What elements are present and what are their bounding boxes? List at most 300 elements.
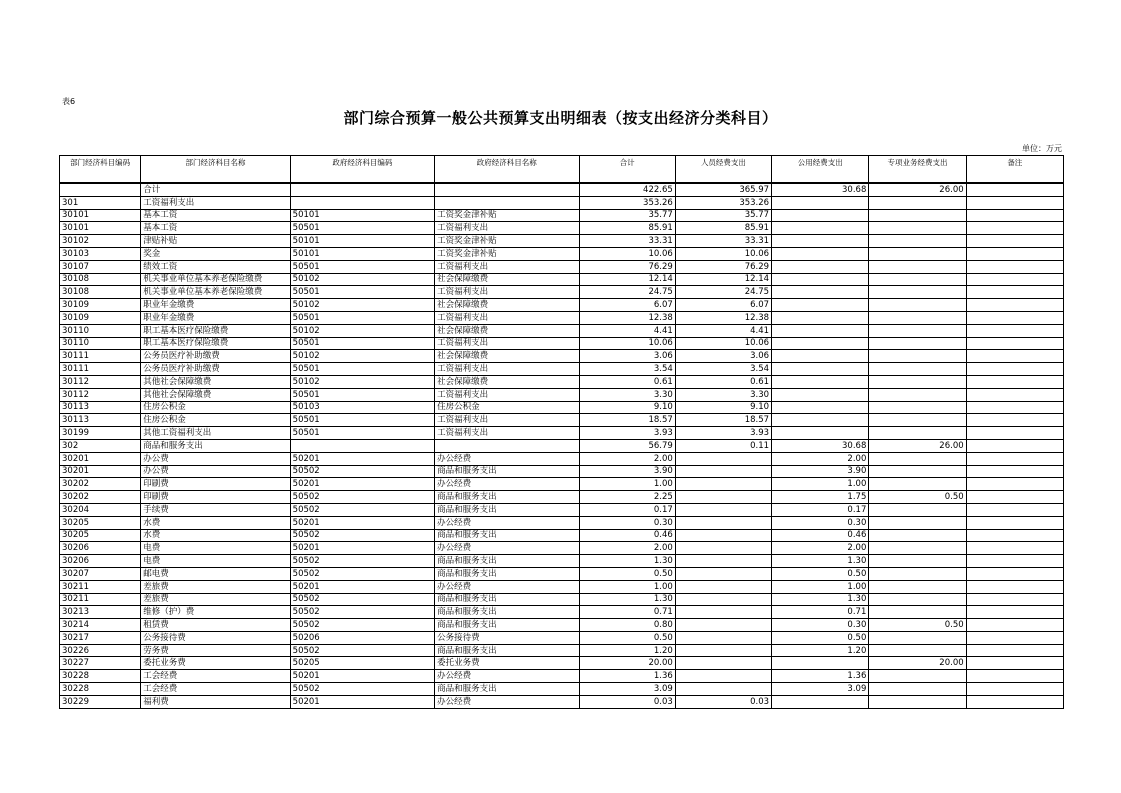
cell-special-expense	[869, 350, 966, 363]
cell-total: 1.30	[579, 593, 675, 606]
cell-personnel-expense	[675, 580, 771, 593]
cell-note	[966, 465, 1063, 478]
cell-personnel-expense: 12.14	[675, 273, 771, 286]
cell-dept-code: 30205	[60, 529, 141, 542]
cell-special-expense	[869, 606, 966, 619]
cell-dept-code: 30111	[60, 363, 141, 376]
cell-gov-name: 工资奖金津补贴	[435, 209, 579, 222]
cell-dept-code: 30229	[60, 695, 141, 708]
cell-dept-code: 30228	[60, 683, 141, 696]
cell-total: 18.57	[579, 414, 675, 427]
cell-special-expense	[869, 478, 966, 491]
cell-public-expense	[772, 196, 869, 209]
cell-special-expense	[869, 670, 966, 683]
cell-note	[966, 414, 1063, 427]
cell-public-expense: 1.30	[772, 593, 869, 606]
cell-total: 4.41	[579, 324, 675, 337]
cell-public-expense: 3.09	[772, 683, 869, 696]
cell-gov-code: 50501	[290, 388, 434, 401]
cell-gov-code: 50502	[290, 593, 434, 606]
cell-personnel-expense: 0.11	[675, 439, 771, 452]
column-header: 人员经费支出	[675, 156, 771, 184]
cell-gov-code: 50201	[290, 452, 434, 465]
cell-gov-code: 50102	[290, 324, 434, 337]
cell-note	[966, 299, 1063, 312]
cell-personnel-expense: 12.38	[675, 311, 771, 324]
cell-note	[966, 644, 1063, 657]
cell-total: 12.38	[579, 311, 675, 324]
cell-dept-code: 30227	[60, 657, 141, 670]
cell-note	[966, 427, 1063, 440]
cell-dept-code: 30214	[60, 619, 141, 632]
cell-gov-name	[435, 439, 579, 452]
table-row	[60, 311, 1064, 324]
cell-gov-code: 50102	[290, 299, 434, 312]
cell-special-expense	[869, 631, 966, 644]
cell-total: 12.14	[579, 273, 675, 286]
column-header: 备注	[966, 156, 1063, 184]
cell-dept-code: 301	[60, 196, 141, 209]
table-row	[60, 209, 1064, 222]
table-row	[60, 273, 1064, 286]
cell-personnel-expense	[675, 670, 771, 683]
cell-gov-code: 50501	[290, 260, 434, 273]
cell-note	[966, 491, 1063, 504]
cell-gov-code: 50201	[290, 542, 434, 555]
cell-total: 1.36	[579, 670, 675, 683]
cell-gov-name: 商品和服务支出	[435, 465, 579, 478]
cell-total: 0.50	[579, 567, 675, 580]
cell-special-expense	[869, 222, 966, 235]
cell-public-expense: 0.30	[772, 619, 869, 632]
table-row	[60, 593, 1064, 606]
table-row	[60, 350, 1064, 363]
cell-gov-code	[290, 183, 434, 196]
cell-total: 1.00	[579, 478, 675, 491]
cell-note	[966, 683, 1063, 696]
cell-note	[966, 516, 1063, 529]
cell-dept-name: 住房公积金	[141, 401, 290, 414]
table-row	[60, 363, 1064, 376]
cell-gov-name: 办公经费	[435, 478, 579, 491]
cell-special-expense: 20.00	[869, 657, 966, 670]
cell-special-expense	[869, 401, 966, 414]
cell-gov-name: 工资奖金津补贴	[435, 235, 579, 248]
table-row	[60, 657, 1064, 670]
table-row	[60, 388, 1064, 401]
cell-gov-name: 办公经费	[435, 580, 579, 593]
cell-dept-code: 30211	[60, 593, 141, 606]
cell-note	[966, 375, 1063, 388]
cell-note	[966, 542, 1063, 555]
cell-total: 2.00	[579, 542, 675, 555]
table-row	[60, 286, 1064, 299]
table-row	[60, 299, 1064, 312]
cell-personnel-expense: 0.61	[675, 375, 771, 388]
cell-total: 9.10	[579, 401, 675, 414]
cell-dept-code: 30102	[60, 235, 141, 248]
table-row	[60, 503, 1064, 516]
cell-personnel-expense	[675, 619, 771, 632]
cell-total: 35.77	[579, 209, 675, 222]
cell-public-expense	[772, 235, 869, 248]
cell-total: 3.93	[579, 427, 675, 440]
cell-special-expense	[869, 311, 966, 324]
cell-gov-code: 50502	[290, 606, 434, 619]
cell-note	[966, 439, 1063, 452]
cell-public-expense: 0.30	[772, 516, 869, 529]
cell-gov-name: 社会保障缴费	[435, 299, 579, 312]
cell-special-expense	[869, 273, 966, 286]
cell-dept-name: 印刷费	[141, 491, 290, 504]
cell-dept-code: 30111	[60, 350, 141, 363]
cell-personnel-expense: 3.93	[675, 427, 771, 440]
cell-total: 76.29	[579, 260, 675, 273]
cell-dept-name: 绩效工资	[141, 260, 290, 273]
cell-public-expense	[772, 401, 869, 414]
cell-dept-name: 公务接待费	[141, 631, 290, 644]
cell-dept-code: 30206	[60, 555, 141, 568]
cell-gov-name: 商品和服务支出	[435, 644, 579, 657]
cell-dept-code: 30101	[60, 222, 141, 235]
cell-dept-code: 30226	[60, 644, 141, 657]
cell-special-expense: 0.50	[869, 491, 966, 504]
cell-special-expense	[869, 593, 966, 606]
cell-personnel-expense	[675, 593, 771, 606]
cell-gov-name: 工资福利支出	[435, 363, 579, 376]
cell-dept-name: 水费	[141, 529, 290, 542]
cell-total: 2.25	[579, 491, 675, 504]
cell-dept-name: 职工基本医疗保险缴费	[141, 337, 290, 350]
column-header: 政府经济科目名称	[435, 156, 579, 184]
cell-personnel-expense	[675, 644, 771, 657]
cell-dept-name: 维修（护）费	[141, 606, 290, 619]
cell-note	[966, 401, 1063, 414]
cell-special-expense	[869, 375, 966, 388]
cell-note	[966, 670, 1063, 683]
cell-dept-name: 公务员医疗补助缴费	[141, 350, 290, 363]
table-row	[60, 491, 1064, 504]
cell-dept-code: 30107	[60, 260, 141, 273]
column-header: 合计	[579, 156, 675, 184]
table-row	[60, 222, 1064, 235]
table-row	[60, 427, 1064, 440]
cell-personnel-expense: 9.10	[675, 401, 771, 414]
cell-dept-name: 职业年金缴费	[141, 299, 290, 312]
cell-gov-name: 委托业务费	[435, 657, 579, 670]
cell-note	[966, 555, 1063, 568]
cell-gov-code: 50502	[290, 491, 434, 504]
cell-note	[966, 695, 1063, 708]
table-row	[60, 619, 1064, 632]
column-header: 公用经费支出	[772, 156, 869, 184]
cell-public-expense: 0.17	[772, 503, 869, 516]
cell-gov-name: 办公经费	[435, 670, 579, 683]
cell-gov-code: 50502	[290, 503, 434, 516]
cell-note	[966, 273, 1063, 286]
cell-note	[966, 196, 1063, 209]
cell-public-expense: 0.46	[772, 529, 869, 542]
table-row	[60, 235, 1064, 248]
table-row	[60, 670, 1064, 683]
cell-note	[966, 324, 1063, 337]
cell-gov-name: 商品和服务支出	[435, 555, 579, 568]
cell-dept-name: 工资福利支出	[141, 196, 290, 209]
cell-special-expense	[869, 324, 966, 337]
cell-dept-name: 职业年金缴费	[141, 311, 290, 324]
cell-dept-name: 津贴补贴	[141, 235, 290, 248]
cell-gov-code: 50102	[290, 375, 434, 388]
cell-gov-name: 办公经费	[435, 542, 579, 555]
table-row	[60, 247, 1064, 260]
cell-gov-name: 工资福利支出	[435, 337, 579, 350]
table-row	[60, 414, 1064, 427]
cell-public-expense	[772, 247, 869, 260]
cell-personnel-expense	[675, 657, 771, 670]
cell-total: 353.26	[579, 196, 675, 209]
cell-public-expense	[772, 273, 869, 286]
cell-dept-code	[60, 183, 141, 196]
cell-special-expense	[869, 644, 966, 657]
table-row	[60, 606, 1064, 619]
cell-dept-name: 办公费	[141, 452, 290, 465]
cell-note	[966, 580, 1063, 593]
cell-total: 0.17	[579, 503, 675, 516]
cell-public-expense	[772, 337, 869, 350]
cell-note	[966, 529, 1063, 542]
table-row	[60, 529, 1064, 542]
cell-dept-code: 30199	[60, 427, 141, 440]
cell-total: 85.91	[579, 222, 675, 235]
cell-total: 422.65	[579, 183, 675, 196]
cell-note	[966, 567, 1063, 580]
table-row	[60, 324, 1064, 337]
table-row	[60, 516, 1064, 529]
cell-total: 0.71	[579, 606, 675, 619]
cell-gov-code: 50103	[290, 401, 434, 414]
cell-public-expense: 1.00	[772, 580, 869, 593]
cell-note	[966, 606, 1063, 619]
cell-dept-code: 30211	[60, 580, 141, 593]
cell-public-expense: 30.68	[772, 439, 869, 452]
cell-personnel-expense	[675, 452, 771, 465]
cell-gov-name: 社会保障缴费	[435, 273, 579, 286]
cell-dept-name: 福利费	[141, 695, 290, 708]
cell-dept-name: 印刷费	[141, 478, 290, 491]
cell-personnel-expense: 18.57	[675, 414, 771, 427]
cell-gov-name: 工资福利支出	[435, 260, 579, 273]
cell-personnel-expense	[675, 491, 771, 504]
cell-dept-code: 30113	[60, 401, 141, 414]
cell-gov-code: 50502	[290, 465, 434, 478]
cell-public-expense	[772, 388, 869, 401]
cell-gov-name: 住房公积金	[435, 401, 579, 414]
table-row	[60, 337, 1064, 350]
cell-gov-name: 商品和服务支出	[435, 683, 579, 696]
cell-dept-code: 30112	[60, 375, 141, 388]
cell-personnel-expense	[675, 555, 771, 568]
cell-dept-code: 30202	[60, 478, 141, 491]
cell-dept-name: 住房公积金	[141, 414, 290, 427]
cell-dept-name: 公务员医疗补助缴费	[141, 363, 290, 376]
cell-special-expense	[869, 363, 966, 376]
cell-gov-name	[435, 196, 579, 209]
cell-special-expense	[869, 695, 966, 708]
cell-dept-name: 委托业务费	[141, 657, 290, 670]
cell-note	[966, 503, 1063, 516]
cell-special-expense	[869, 529, 966, 542]
cell-total: 0.03	[579, 695, 675, 708]
cell-public-expense	[772, 311, 869, 324]
cell-dept-name: 奖金	[141, 247, 290, 260]
table-row	[60, 183, 1064, 196]
cell-gov-code: 50502	[290, 683, 434, 696]
cell-personnel-expense	[675, 529, 771, 542]
cell-dept-name: 合计	[141, 183, 290, 196]
table-body	[60, 183, 1064, 708]
cell-gov-name: 公务接待费	[435, 631, 579, 644]
table-row	[60, 567, 1064, 580]
cell-note	[966, 452, 1063, 465]
cell-gov-code: 50502	[290, 644, 434, 657]
table-row	[60, 695, 1064, 708]
cell-gov-name: 办公经费	[435, 516, 579, 529]
cell-gov-code	[290, 439, 434, 452]
cell-special-expense	[869, 683, 966, 696]
cell-gov-name: 工资福利支出	[435, 414, 579, 427]
cell-total: 1.00	[579, 580, 675, 593]
cell-dept-code: 30108	[60, 286, 141, 299]
cell-personnel-expense	[675, 542, 771, 555]
cell-note	[966, 619, 1063, 632]
cell-total: 1.20	[579, 644, 675, 657]
cell-note	[966, 593, 1063, 606]
table-row	[60, 555, 1064, 568]
cell-personnel-expense	[675, 465, 771, 478]
cell-total: 6.07	[579, 299, 675, 312]
column-header: 部门经济科目名称	[141, 156, 290, 184]
cell-special-expense	[869, 567, 966, 580]
cell-special-expense	[869, 414, 966, 427]
cell-total: 3.54	[579, 363, 675, 376]
cell-gov-name: 商品和服务支出	[435, 619, 579, 632]
cell-gov-code: 50502	[290, 567, 434, 580]
cell-dept-name: 机关事业单位基本养老保险缴费	[141, 273, 290, 286]
cell-total: 3.09	[579, 683, 675, 696]
table-row	[60, 644, 1064, 657]
cell-total: 10.06	[579, 337, 675, 350]
cell-public-expense	[772, 350, 869, 363]
cell-public-expense	[772, 363, 869, 376]
cell-public-expense: 3.90	[772, 465, 869, 478]
cell-dept-code: 30110	[60, 337, 141, 350]
cell-gov-code: 50201	[290, 670, 434, 683]
cell-dept-name: 差旅费	[141, 580, 290, 593]
cell-dept-name: 基本工资	[141, 222, 290, 235]
table-row	[60, 375, 1064, 388]
table-row	[60, 631, 1064, 644]
cell-dept-code: 30205	[60, 516, 141, 529]
cell-dept-code: 30109	[60, 299, 141, 312]
column-header: 部门经济科目编码	[60, 156, 141, 184]
cell-total: 2.00	[579, 452, 675, 465]
cell-personnel-expense: 76.29	[675, 260, 771, 273]
cell-gov-code	[290, 196, 434, 209]
cell-personnel-expense: 3.54	[675, 363, 771, 376]
cell-public-expense	[772, 222, 869, 235]
cell-special-expense	[869, 427, 966, 440]
cell-dept-name: 手续费	[141, 503, 290, 516]
cell-gov-code: 50101	[290, 235, 434, 248]
cell-gov-code: 50201	[290, 478, 434, 491]
table-label: 表6	[62, 97, 76, 106]
cell-total: 0.50	[579, 631, 675, 644]
cell-public-expense	[772, 695, 869, 708]
cell-gov-code: 50101	[290, 247, 434, 260]
cell-gov-code: 50102	[290, 273, 434, 286]
cell-special-expense	[869, 555, 966, 568]
cell-special-expense	[869, 452, 966, 465]
cell-note	[966, 247, 1063, 260]
cell-public-expense	[772, 209, 869, 222]
cell-note	[966, 363, 1063, 376]
cell-note	[966, 350, 1063, 363]
cell-total: 33.31	[579, 235, 675, 248]
cell-special-expense	[869, 286, 966, 299]
cell-gov-code: 50201	[290, 695, 434, 708]
cell-gov-name: 社会保障缴费	[435, 324, 579, 337]
table-row	[60, 401, 1064, 414]
cell-gov-code: 50201	[290, 516, 434, 529]
cell-dept-code: 30108	[60, 273, 141, 286]
cell-gov-name: 商品和服务支出	[435, 503, 579, 516]
cell-public-expense: 30.68	[772, 183, 869, 196]
cell-dept-code: 30228	[60, 670, 141, 683]
column-header: 专项业务经费支出	[869, 156, 966, 184]
cell-public-expense	[772, 375, 869, 388]
cell-gov-name: 商品和服务支出	[435, 491, 579, 504]
cell-personnel-expense	[675, 478, 771, 491]
cell-dept-name: 水费	[141, 516, 290, 529]
cell-personnel-expense: 353.26	[675, 196, 771, 209]
cell-personnel-expense	[675, 606, 771, 619]
cell-public-expense	[772, 299, 869, 312]
budget-table	[59, 155, 1064, 709]
cell-personnel-expense: 35.77	[675, 209, 771, 222]
cell-gov-code: 50501	[290, 427, 434, 440]
cell-total: 3.90	[579, 465, 675, 478]
cell-dept-code: 30110	[60, 324, 141, 337]
cell-gov-name: 工资福利支出	[435, 427, 579, 440]
cell-dept-code: 30109	[60, 311, 141, 324]
cell-gov-code: 50205	[290, 657, 434, 670]
cell-total: 0.30	[579, 516, 675, 529]
cell-total: 3.30	[579, 388, 675, 401]
cell-personnel-expense: 0.03	[675, 695, 771, 708]
cell-special-expense	[869, 388, 966, 401]
cell-special-expense	[869, 580, 966, 593]
cell-gov-name: 办公经费	[435, 452, 579, 465]
cell-public-expense	[772, 414, 869, 427]
cell-gov-name: 商品和服务支出	[435, 606, 579, 619]
cell-public-expense	[772, 260, 869, 273]
cell-dept-code: 30101	[60, 209, 141, 222]
cell-special-expense: 0.50	[869, 619, 966, 632]
cell-public-expense: 1.00	[772, 478, 869, 491]
table-row	[60, 683, 1064, 696]
cell-personnel-expense: 6.07	[675, 299, 771, 312]
cell-personnel-expense: 3.06	[675, 350, 771, 363]
